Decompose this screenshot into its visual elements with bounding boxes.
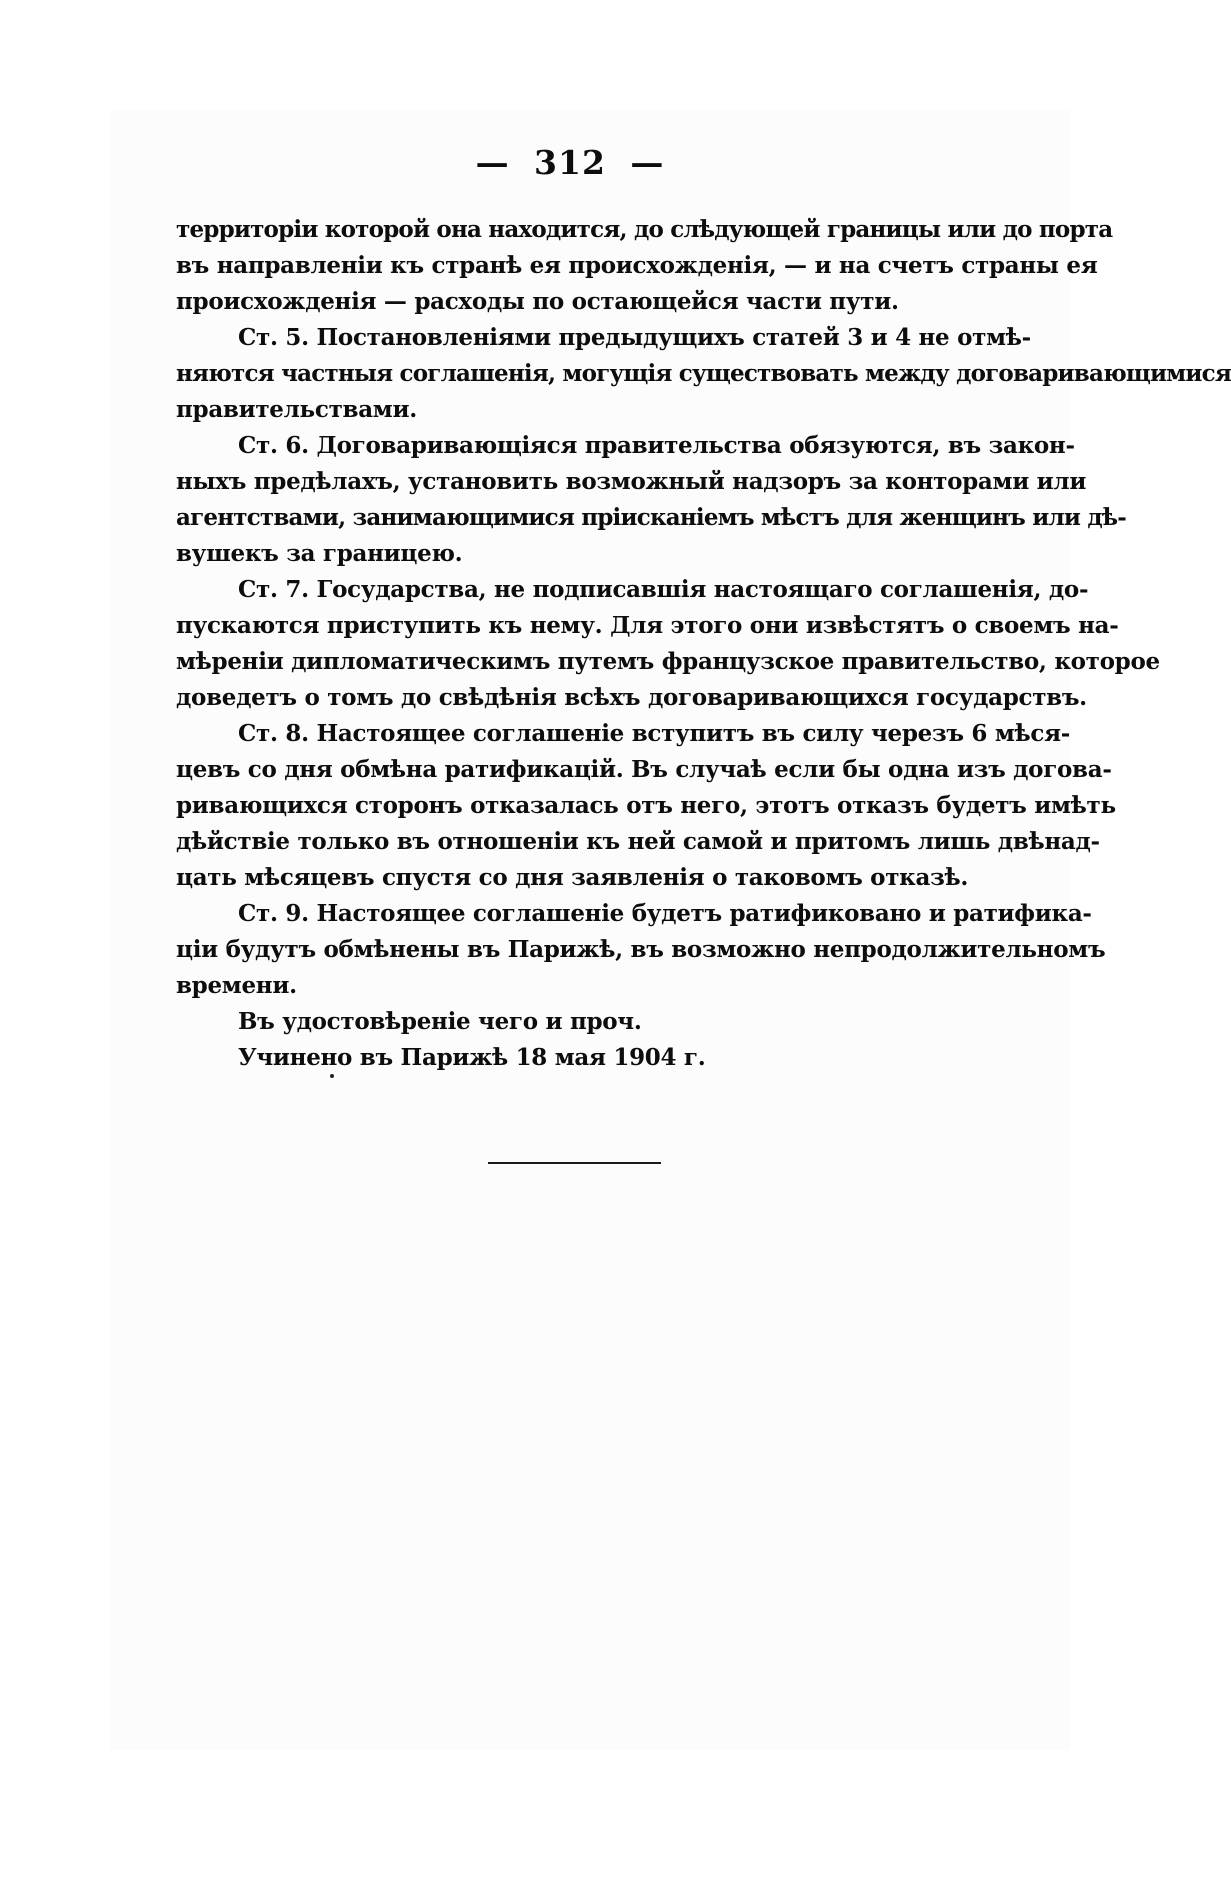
text-line: вушекъ за границею. xyxy=(176,540,463,567)
text-line: дѣйствіе только въ отношеніи къ ней самой и притомъ лишь двѣнад- xyxy=(176,828,1100,855)
text-line: территоріи которой она находится, до слѣдующей границы или до порта xyxy=(176,216,1113,243)
page-number: — 312 — xyxy=(475,143,665,182)
article-6-heading-line: Ст. 6. Договаривающіяся правительства обязуются, въ закон- xyxy=(238,432,1075,459)
text-line: агентствами, занимающимися пріисканіемъ мѣстъ для женщинъ или дѣ- xyxy=(176,504,1127,531)
end-rule-divider xyxy=(488,1162,661,1164)
text-line: няются частныя соглашенія, могущія существовать между договаривающимися xyxy=(176,360,1231,387)
text-line: доведетъ о томъ до свѣдѣнія всѣхъ договаривающихся государствъ. xyxy=(176,684,1087,711)
text-line: мѣреніи дипломатическимъ путемъ французское правительство, которое xyxy=(176,648,1160,675)
date-line: Учинено въ Парижѣ 18 мая 1904 г. xyxy=(238,1044,706,1071)
closing-formula: Въ удостовѣреніе чего и проч. xyxy=(238,1008,642,1035)
text-line: цевъ со дня обмѣна ратификацій. Въ случаѣ если бы одна изъ догова- xyxy=(176,756,1112,783)
ink-speck xyxy=(330,1074,334,1078)
text-line: въ направленіи къ странѣ ея происхожденія, — и на счетъ страны ея xyxy=(176,252,1098,279)
text-line: происхожденія — расходы по остающейся части пути. xyxy=(176,288,899,315)
text-line: ныхъ предѣлахъ, установить возможный надзоръ за конторами или xyxy=(176,468,1087,495)
text-line: пускаются приступить къ нему. Для этого они извѣстятъ о своемъ на- xyxy=(176,612,1119,639)
text-line: времени. xyxy=(176,972,297,999)
article-7-heading-line: Ст. 7. Государства, не подписавшія настоящаго соглашенія, до- xyxy=(238,576,1089,603)
text-line: цать мѣсяцевъ спустя со дня заявленія о таковомъ отказѣ. xyxy=(176,864,969,891)
article-8-heading-line: Ст. 8. Настоящее соглашеніе вступитъ въ силу черезъ 6 мѣся- xyxy=(238,720,1071,747)
article-9-heading-line: Ст. 9. Настоящее соглашеніе будетъ ратификовано и ратифика- xyxy=(238,900,1092,927)
text-line: правительствами. xyxy=(176,396,417,423)
text-line: ривающихся сторонъ отказалась отъ него, этотъ отказъ будетъ имѣть xyxy=(176,792,1116,819)
article-5-heading-line: Ст. 5. Постановленіями предыдущихъ статей 3 и 4 не отмѣ- xyxy=(238,324,1031,351)
body-text xyxy=(176,212,1231,1076)
text-line: ціи будутъ обмѣнены въ Парижѣ, въ возможно непродолжительномъ xyxy=(176,936,1106,963)
